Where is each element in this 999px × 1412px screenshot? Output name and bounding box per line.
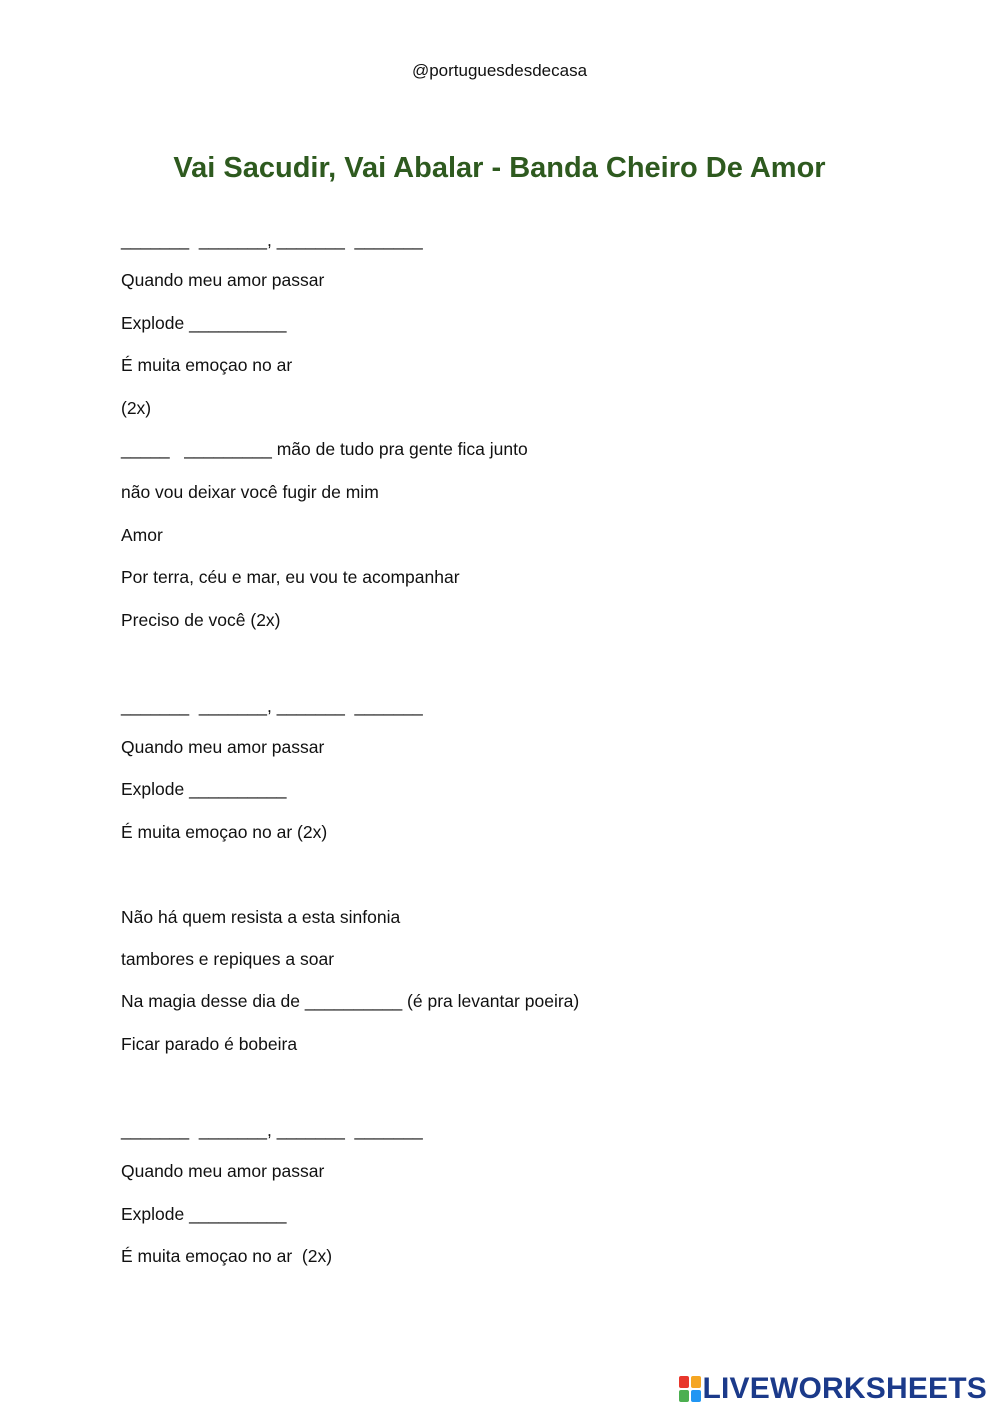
liveworksheets-logo-text: LIVEWORKSHEETS: [702, 1372, 987, 1405]
liveworksheets-logo-icon: [679, 1376, 701, 1402]
lyric-line: Preciso de você (2x): [121, 610, 281, 630]
liveworksheets-logo: [679, 1372, 988, 1406]
lyric-line: Ficar parado é bobeira: [121, 1034, 298, 1054]
lyric-line: Explode __________: [121, 779, 287, 799]
lyric-line: Por terra, céu e mar, eu vou te acompanhar: [121, 567, 460, 587]
lyric-line: Quando meu amor passar: [121, 737, 325, 757]
lyric-line: (2x): [121, 398, 152, 418]
lyric-line: É muita emoçao no ar (2x): [121, 822, 328, 842]
lyric-line: É muita emoçao no ar (2x): [121, 1246, 333, 1266]
lyric-line: Quando meu amor passar: [121, 270, 325, 290]
lyric-line: Amor: [121, 525, 163, 545]
lyric-line: Quando meu amor passar: [121, 1161, 325, 1181]
lyric-line: Na magia desse dia de __________ (é pra levantar poeira): [121, 991, 580, 1011]
lyric-line: tambores e repiques a soar: [121, 949, 335, 969]
lyric-line: não vou deixar você fugir de mim: [121, 482, 379, 502]
lyric-line: Explode __________: [121, 1204, 287, 1224]
author-handle: @portuguesdesdecasa: [411, 61, 588, 80]
lyric-line: _______ _______, _______ _______: [121, 230, 423, 250]
lyric-line: _______ _______, _______ _______: [121, 696, 423, 716]
page-title: Vai Sacudir, Vai Abalar - Banda Cheiro De Amor: [173, 152, 826, 184]
lyric-line: _____ _________ mão de tudo pra gente fica junto: [121, 439, 528, 459]
lyric-line: Não há quem resista a esta sinfonia: [121, 907, 401, 927]
lyric-line: É muita emoçao no ar: [121, 355, 293, 375]
lyric-line: Explode __________: [121, 313, 287, 333]
lyric-line: _______ _______, _______ _______: [121, 1120, 423, 1140]
